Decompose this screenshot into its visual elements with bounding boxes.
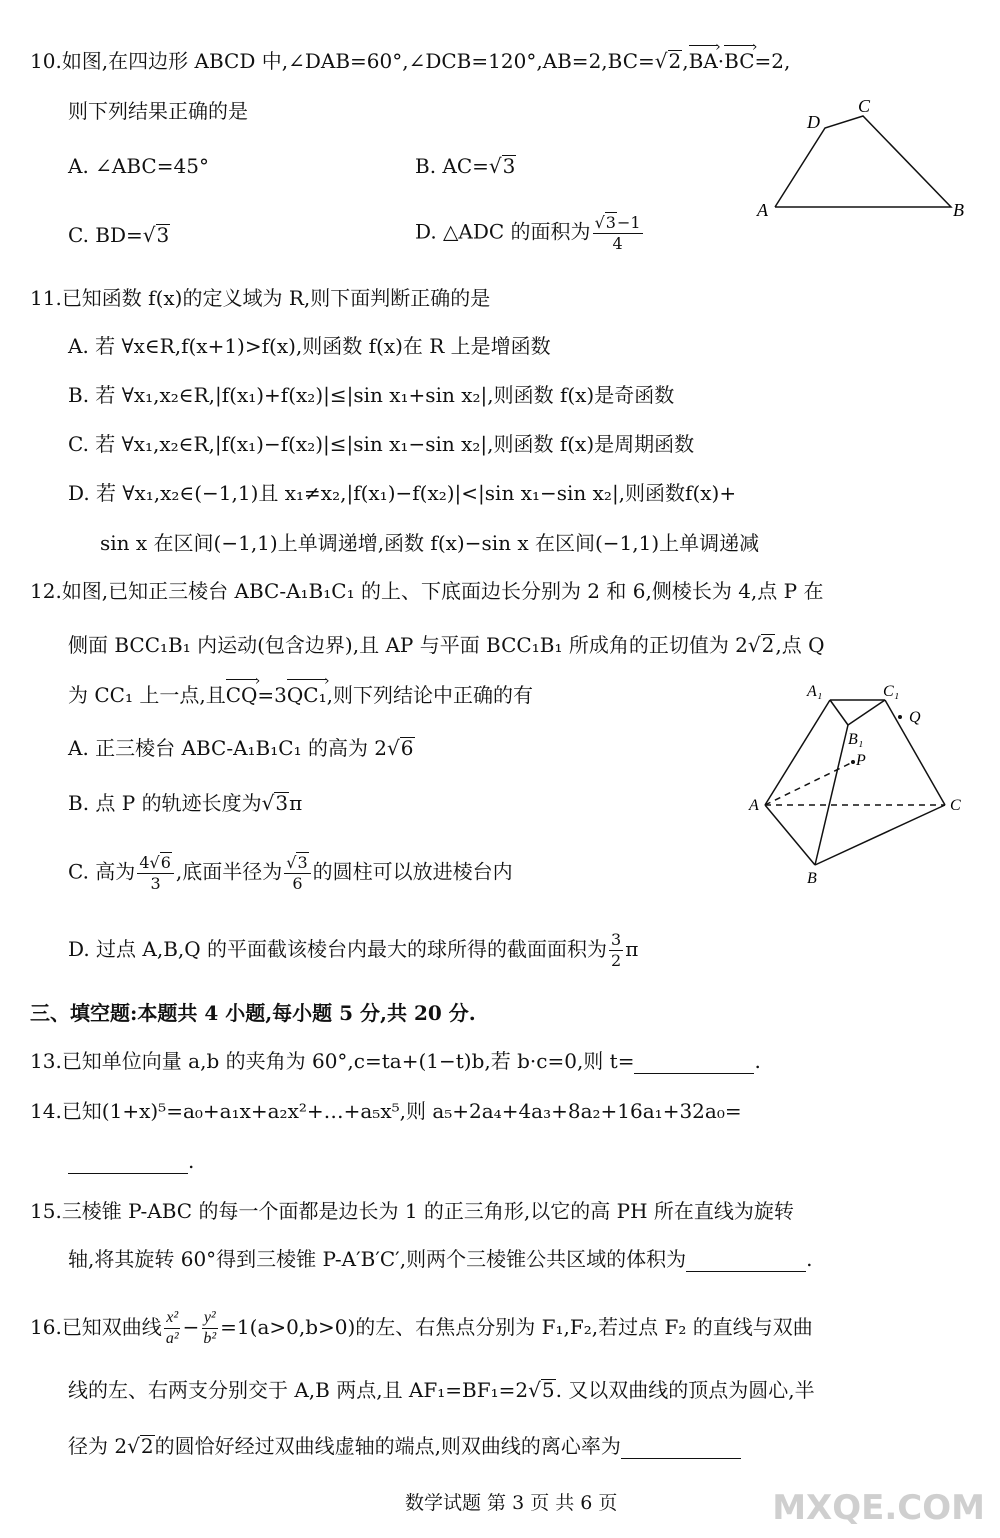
q16-line3: 径为 2√ 2的圆恰好经过双曲线虚轴的端点,则双曲线的离心率为 [68,1433,741,1459]
q14-answer-line: . [68,1148,194,1174]
q12-line2: 侧面 BCC₁B₁ 内运动(包含边界),且 AP 与平面 BCC₁B₁ 所成角的正切值为 2√ 2,点 Q [68,632,825,658]
q10-label-b: B [953,200,964,220]
q11-option-d-line2: sin x 在区间(−1,1)上单调递增,函数 f(x)−sin x 在区间(−1,1)上单调递减 [100,531,760,555]
q10-label-a: A [757,200,768,220]
watermark-logo: MXQE.COM [772,1488,985,1528]
q10-line2: 则下列结果正确的是 [68,99,248,123]
section-3-heading: 三、填空题:本题共 4 小题,每小题 5 分,共 20 分. [30,1001,476,1025]
q12-label-b: B [807,870,817,887]
vector-bc: BC › [724,48,754,74]
q12-label-a: A [749,797,759,814]
q14: 14.已知(1+x)⁵=a₀+a₁x+a₂x²+…+a₅x⁵,则 a₅+2a₄+4a₃+8a₂+16a₁+32a₀= [30,1099,742,1123]
q13-answer-blank[interactable] [634,1053,754,1074]
q12-option-b: B. 点 P 的轨迹长度为√ 3π [68,790,302,816]
q12-label-c1: C₁ [883,683,900,700]
q12-label-q: Q [909,709,921,726]
q10-option-c: C. BD=√ 3 [68,222,170,248]
q12-label-a1: A₁ [807,683,823,700]
q12-figure-frustum [745,680,980,890]
q15-answer-blank[interactable] [686,1251,806,1272]
q16-line1: 16.已知双曲线 $\frac{\text{x²}}{\text{a²}}$ − $\frac{\text{y²}}{\text{b²}}$ =1(a>0,b>0)的左、右焦点分别为 F₁,F₂,若过点 F₂ 的直线与双曲 [30,1309,813,1347]
q12-option-c: C. 高为 $\frac{4√ 6}{3}$ ,底面半径为 √ $\frac{3}{6}$ 的圆柱可以放进棱台内 [68,852,513,894]
q11-option-d-line1: D. 若 ∀x₁,x₂∈(−1,1)且 x₁≠x₂,|f(x₁)−f(x₂)|<|sin x₁−sin x₂|,则函数f(x)+ [68,481,737,505]
q12-label-p: P [856,752,866,769]
q16-answer-blank[interactable] [621,1438,741,1459]
q12-option-a: A. 正三棱台 ABC-A₁B₁C₁ 的高为 2√ 6 [68,735,415,761]
q10-figure-quadrilateral [755,92,970,227]
q10-option-b: B. AC=√ 3 [415,153,516,179]
vector-qc1: QC₁ › [287,682,327,708]
q13: 13.已知单位向量 a,b 的夹角为 60°,c=ta+(1−t)b,若 b·c=0,则 t= . [30,1049,761,1073]
q11-option-b: B. 若 ∀x₁,x₂∈R,|f(x₁)+f(x₂)|≤|sin x₁+sin x₂|,则函数 f(x)是奇函数 [68,383,675,407]
q10-label-d: D [807,112,820,132]
q12-label-b1: B₁ [848,731,864,748]
q12-line3: 为 CC₁ 上一点,且CQ ›=3QC₁ ›,则下列结论中正确的有 [68,682,533,708]
q12-line1: 12.如图,已知正三棱台 ABC-A₁B₁C₁ 的上、下底面边长分别为 2 和 6,侧棱长为 4,点 P 在 [30,579,824,603]
q16-line2: 线的左、右两支分别交于 A,B 两点,且 AF₁=BF₁=2√ 5. 又以双曲线的顶点为圆心,半 [68,1377,815,1403]
q11-stem: 11.已知函数 f(x)的定义域为 R,则下面判断正确的是 [30,286,491,310]
q11-option-a: A. 若 ∀x∈R,f(x+1)>f(x),则函数 f(x)在 R 上是增函数 [68,334,551,358]
q10-option-d: D. △ADC 的面积为 √ $\frac{3-1}{4}$ [415,212,645,254]
q12-option-d: D. 过点 A,B,Q 的平面截该棱台内最大的球所得的截面面积为 $\frac{3}{2}$ π [68,930,639,970]
vector-ba: BA › [689,48,718,74]
q15-line2: 轴,将其旋转 60°得到三棱锥 P-A′B′C′,则两个三棱锥公共区域的体积为 . [68,1247,813,1271]
q10-stem: 10.如图,在四边形 ABCD 中,∠DAB=60°,∠DCB=120°,AB=2,BC=√ 2,BA ›·BC ›=2, [30,48,790,74]
q10-label-c: C [858,96,871,116]
q11-option-c: C. 若 ∀x₁,x₂∈R,|f(x₁)−f(x₂)|≤|sin x₁−sin x₂|,则函数 f(x)是周期函数 [68,432,695,456]
vector-cq: CQ › [226,682,258,708]
q10-option-a: A. ∠ABC=45° [68,154,209,178]
q12-label-c: C [950,797,961,814]
q15-line1: 15.三棱锥 P-ABC 的每一个面都是边长为 1 的正三角形,以它的高 PH 所在直线为旋转 [30,1199,794,1223]
q14-answer-blank[interactable] [68,1153,188,1174]
page-footer: 数学试题 第 3 页 共 6 页 [405,1492,618,1514]
